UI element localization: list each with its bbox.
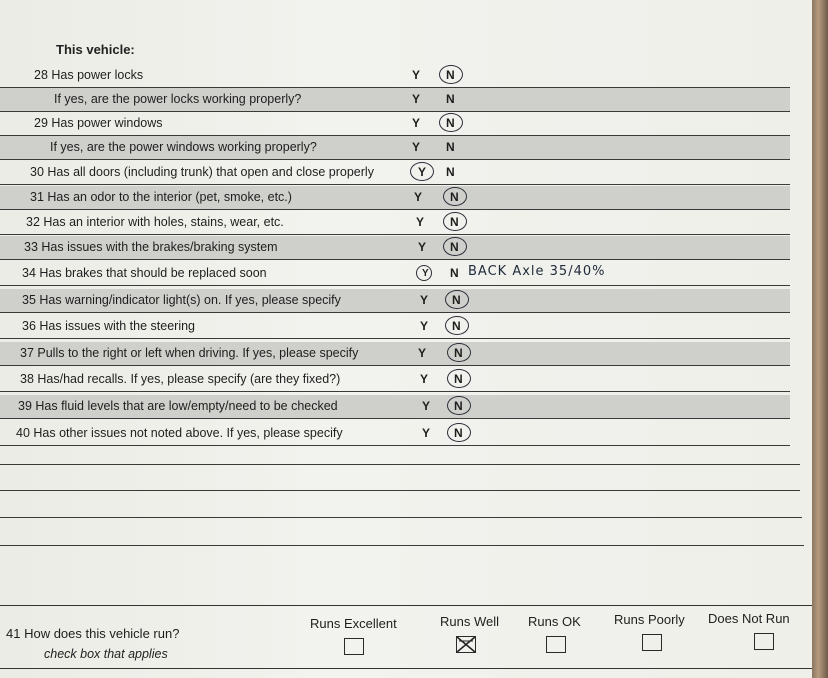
question-41-instruction: check box that applies [44, 647, 168, 661]
answer-circle-mark [410, 162, 434, 181]
yes-option[interactable]: Y [412, 116, 421, 130]
no-option[interactable]: N [446, 68, 455, 82]
yes-option[interactable]: Y [422, 399, 431, 413]
answer-circle-mark [445, 316, 469, 335]
answer-circle-mark [416, 265, 432, 281]
answer-circle-mark [447, 369, 471, 388]
no-option[interactable]: N [446, 92, 455, 106]
answer-circle-mark [447, 396, 471, 415]
checkbox-runs-excellent[interactable] [344, 638, 364, 655]
yes-option[interactable]: Y [422, 426, 431, 440]
question-text: 38 Has/had recalls. If yes, please specify (are they fixed?) [20, 372, 341, 386]
no-option[interactable]: N [446, 116, 455, 130]
question-text: 32 Has an interior with holes, stains, wear, etc. [26, 215, 284, 229]
answer-circle-mark [439, 113, 463, 132]
yes-option[interactable]: Y [418, 165, 427, 179]
question-text: 39 Has fluid levels that are low/empty/need to be checked [18, 399, 338, 413]
question-text: 34 Has brakes that should be replaced soon [22, 266, 267, 280]
question-row-38 [0, 368, 790, 392]
yes-option[interactable]: Y [412, 68, 421, 82]
yes-option[interactable]: Y [412, 140, 421, 154]
no-option[interactable]: N [450, 240, 459, 254]
no-option[interactable]: N [452, 293, 461, 307]
yes-option[interactable]: Y [412, 92, 421, 106]
answer-circle-mark [447, 423, 471, 442]
checkbox-does-not-run[interactable] [754, 633, 774, 650]
question-text: 31 Has an odor to the interior (pet, smoke, etc.) [30, 190, 292, 204]
no-option[interactable]: N [454, 399, 463, 413]
answer-circle-mark [439, 65, 463, 84]
question-row-34 [0, 262, 790, 286]
blank-line[interactable] [0, 517, 802, 518]
yes-option[interactable]: Y [420, 293, 429, 307]
blank-line[interactable] [0, 464, 800, 465]
check-x-mark-icon [457, 637, 475, 652]
handwritten-note: BACK Axle 35/40% [468, 264, 606, 279]
yes-option[interactable]: Y [422, 268, 429, 279]
no-option[interactable]: N [452, 319, 461, 333]
question-row-28-sub [0, 88, 790, 112]
blank-line[interactable] [0, 545, 804, 546]
checkbox-runs-well-checked[interactable] [456, 636, 476, 653]
no-option[interactable]: N [450, 266, 459, 280]
checkbox-runs-poorly[interactable] [642, 634, 662, 651]
question-row-28 [0, 64, 790, 88]
question-text: 29 Has power windows [34, 116, 163, 130]
yes-option[interactable]: Y [418, 240, 427, 254]
yes-option[interactable]: Y [418, 346, 427, 360]
yes-option[interactable]: Y [414, 190, 423, 204]
blank-line[interactable] [0, 490, 800, 491]
yes-option[interactable]: Y [420, 372, 429, 386]
table-edge [812, 0, 828, 678]
question-text: 30 Has all doors (including trunk) that open and close properly [30, 165, 374, 179]
question-row-39 [0, 395, 790, 419]
option-runs-poorly: Runs Poorly [614, 612, 685, 627]
option-runs-excellent: Runs Excellent [310, 616, 397, 631]
yes-option[interactable]: Y [416, 215, 425, 229]
no-option[interactable]: N [454, 372, 463, 386]
no-option[interactable]: N [454, 426, 463, 440]
question-row-31 [0, 186, 790, 210]
option-runs-ok: Runs OK [528, 614, 581, 629]
answer-circle-mark [445, 290, 469, 309]
no-option[interactable]: N [450, 215, 459, 229]
answer-circle-mark [447, 343, 471, 362]
question-41-text: 41 How does this vehicle run? [6, 626, 180, 641]
question-text: 40 Has other issues not noted above. If yes, please specify [16, 426, 343, 440]
no-option[interactable]: N [450, 190, 459, 204]
option-runs-well: Runs Well [440, 614, 500, 629]
option-does-not-run: Does Not Run [708, 611, 790, 626]
question-text: 36 Has issues with the steering [22, 319, 196, 333]
question-text: 33 Has issues with the brakes/braking system [24, 240, 278, 254]
answer-circle-mark [443, 187, 467, 206]
question-row-30 [0, 161, 790, 185]
checkbox-runs-ok[interactable] [546, 636, 566, 653]
question-text: If yes, are the power windows working properly? [50, 140, 317, 154]
question-text: 37 Pulls to the right or left when driving. If yes, please specify [20, 346, 359, 360]
question-row-35 [0, 289, 790, 313]
answer-circle-mark [443, 237, 467, 256]
question-text: 35 Has warning/indicator light(s) on. If yes, please specify [22, 293, 341, 307]
question-text: 28 Has power locks [34, 68, 144, 82]
no-option[interactable]: N [454, 346, 463, 360]
question-row-36 [0, 315, 790, 339]
question-row-29-sub [0, 136, 790, 160]
question-row-33 [0, 236, 790, 260]
question-text: If yes, are the power locks working properly? [54, 92, 302, 106]
yes-option[interactable]: Y [420, 319, 429, 333]
section-title: This vehicle: [56, 42, 135, 57]
question-row-37 [0, 342, 790, 366]
answer-circle-mark [443, 212, 467, 231]
question-row-29 [0, 112, 790, 136]
question-row-40 [0, 422, 790, 446]
question-row-32 [0, 211, 790, 235]
no-option[interactable]: N [446, 140, 455, 154]
no-option[interactable]: N [446, 165, 455, 179]
